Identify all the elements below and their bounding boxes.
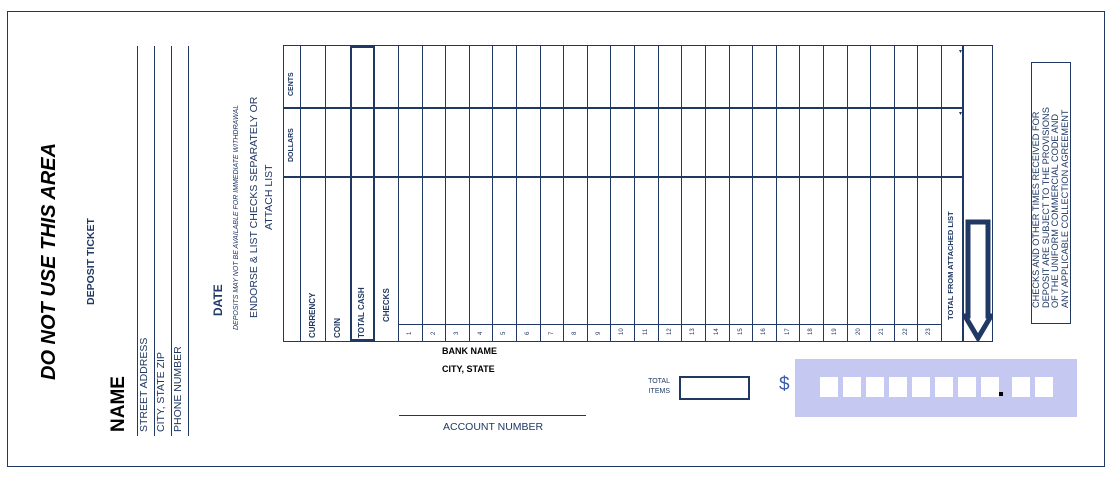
check-column-number: [776, 324, 798, 342]
check-column-number-text: 23: [926, 328, 933, 335]
dollars-label: DOLLARS: [288, 128, 295, 162]
check-column-number: [681, 324, 703, 342]
total-items-label-line2: ITEMS: [648, 388, 670, 395]
check-column-number-text: 2: [430, 331, 437, 335]
city-state-zip-label: CITY, STATE ZIP: [155, 352, 167, 432]
check-column-number: [540, 324, 562, 342]
check-column-number-text: 13: [690, 328, 697, 335]
endorse-instruction-line1: ENDORSE & LIST CHECKS SEPARATELY OR: [248, 96, 260, 318]
check-column-number-text: 1: [407, 331, 413, 335]
check-column-number-text: 22: [902, 328, 909, 335]
total-items-input[interactable]: [679, 376, 750, 400]
date-label: DATE: [211, 284, 225, 316]
check-column-number: [563, 324, 585, 342]
decimal-point: [999, 392, 1003, 396]
cents-marker: ▾: [959, 49, 963, 55]
dollars-marker: ▾: [959, 111, 963, 117]
check-column-number-text: 6: [525, 331, 532, 335]
notice-line1: CHECKS AND OTHER TIMES RECEIVED FOR: [1031, 111, 1041, 308]
street-address-label: STREET ADDRESS: [138, 337, 150, 432]
check-amount-cell[interactable]: [681, 45, 705, 324]
check-amount-cell[interactable]: [634, 45, 658, 324]
check-column-number-text: 14: [713, 328, 720, 335]
check-column-number: [799, 324, 821, 342]
check-column-number: [610, 324, 632, 342]
check-amount-cell[interactable]: [776, 45, 800, 324]
collection-notice: [1032, 107, 1070, 308]
check-column-number: [823, 324, 845, 342]
check-column-number-text: 19: [831, 328, 838, 335]
check-amount-cell[interactable]: [917, 45, 941, 324]
check-amount-cell[interactable]: [894, 45, 918, 324]
check-column-number: [705, 324, 727, 342]
check-amount-cell[interactable]: [658, 45, 682, 324]
check-amount-cell[interactable]: [847, 45, 871, 324]
cents-label: CENTS: [288, 72, 295, 96]
check-column-number-text: 7: [548, 331, 555, 335]
check-column-number-text: 12: [666, 328, 673, 335]
check-amount-cell[interactable]: [729, 45, 753, 324]
account-number-label: ACCOUNT NUMBER: [443, 421, 544, 433]
check-column-number: [469, 324, 491, 342]
grid-vline-header: [300, 45, 301, 342]
check-amount-cell[interactable]: [752, 45, 776, 324]
check-column-number: [658, 324, 680, 342]
total-from-attached-label: TOTAL FROM ATTACHED LIST: [946, 211, 955, 320]
check-column-number-text: 15: [737, 328, 744, 335]
check-amount-cell[interactable]: [516, 45, 540, 324]
check-column-number-text: 21: [879, 328, 886, 335]
check-amount-cell[interactable]: [398, 45, 422, 324]
amount-digit-box[interactable]: [843, 377, 861, 397]
endorse-instruction-line2: ATTACH LIST: [263, 164, 275, 230]
check-amount-cell[interactable]: [422, 45, 446, 324]
notice-line2: DEPOSIT ARE SUBJECT TO THE PROVISIONS: [1040, 107, 1051, 308]
total-items-label-line1: TOTAL: [648, 378, 670, 385]
phone-number-label: PHONE NUMBER: [172, 346, 184, 432]
total-items-label: [644, 378, 670, 395]
check-amount-cell[interactable]: [705, 45, 729, 324]
check-amount-cell[interactable]: [870, 45, 894, 324]
check-column-number: [847, 324, 869, 342]
amount-digit-box[interactable]: [866, 377, 884, 397]
check-amount-cell[interactable]: [540, 45, 564, 324]
check-column-number: [634, 324, 656, 342]
check-amount-cell[interactable]: [799, 45, 823, 324]
amount-digit-box[interactable]: [1012, 377, 1030, 397]
check-amount-cell[interactable]: [563, 45, 587, 324]
check-amount-cell[interactable]: [445, 45, 469, 324]
check-column-number-text: 9: [595, 331, 602, 335]
check-column-number: [870, 324, 892, 342]
check-column-number: [587, 324, 609, 342]
grid-vline-attached: [941, 45, 942, 342]
do-not-use-area-label: DO NOT USE THIS AREA: [38, 142, 60, 380]
notice-line3: OF THE UNIFORM COMMERCIAL CODE AND: [1050, 114, 1060, 308]
availability-disclaimer: DEPOSITS MAY NOT BE AVAILABLE FOR IMMEDIATE WITHDRAWAL: [233, 104, 240, 330]
check-column-number: [422, 324, 444, 342]
deposit-ticket-label: DEPOSIT TICKET: [85, 218, 97, 305]
total-cash-label: TOTAL CASH: [357, 287, 366, 338]
amount-digit-box[interactable]: [958, 377, 976, 397]
check-column-number-text: 18: [808, 328, 815, 335]
coin-label: COIN: [333, 318, 342, 338]
bank-name: BANK NAME: [442, 346, 497, 356]
check-column-number-text: 8: [572, 331, 579, 335]
check-column-number: [752, 324, 774, 342]
check-column-number-text: 17: [784, 328, 791, 335]
notice-line4: ANY APPLICABLE COLLECTION AGREEMENT: [1059, 109, 1070, 308]
amount-digit-box[interactable]: [889, 377, 907, 397]
amount-digit-box[interactable]: [981, 377, 999, 397]
check-column-number-text: 5: [501, 331, 508, 335]
amount-digit-box[interactable]: [912, 377, 930, 397]
name-field-label: NAME: [108, 376, 129, 432]
check-amount-cell[interactable]: [587, 45, 611, 324]
amount-digit-box[interactable]: [1035, 377, 1053, 397]
bank-city-state: CITY, STATE: [442, 364, 495, 374]
check-column-number-text: 4: [477, 331, 484, 335]
dollar-sign: $: [779, 374, 790, 395]
down-arrow-icon: [964, 218, 992, 342]
check-column-number: [492, 324, 514, 342]
check-column-number: [917, 324, 939, 342]
check-column-number-text: 10: [619, 328, 626, 335]
account-number-line: [399, 415, 586, 416]
grid-vline-coin: [325, 45, 326, 342]
currency-label: CURRENCY: [308, 292, 317, 338]
check-column-number: [516, 324, 538, 342]
check-column-number-text: 20: [855, 328, 862, 335]
phone-line: [188, 46, 189, 436]
check-amount-cell[interactable]: [492, 45, 516, 324]
amount-digit-box[interactable]: [935, 377, 953, 397]
check-column-number: [445, 324, 467, 342]
check-amount-cell[interactable]: [823, 45, 847, 324]
check-column-number: [398, 324, 420, 342]
check-amount-cell[interactable]: [610, 45, 634, 324]
check-amount-cell[interactable]: [469, 45, 493, 324]
check-column-number-text: 3: [454, 331, 461, 335]
check-column-number-text: 16: [761, 328, 768, 335]
check-column-number: [894, 324, 916, 342]
amount-digit-box[interactable]: [820, 377, 838, 397]
check-column-number: [729, 324, 751, 342]
checks-label: CHECKS: [382, 288, 391, 322]
check-column-number-text: 11: [643, 328, 650, 335]
